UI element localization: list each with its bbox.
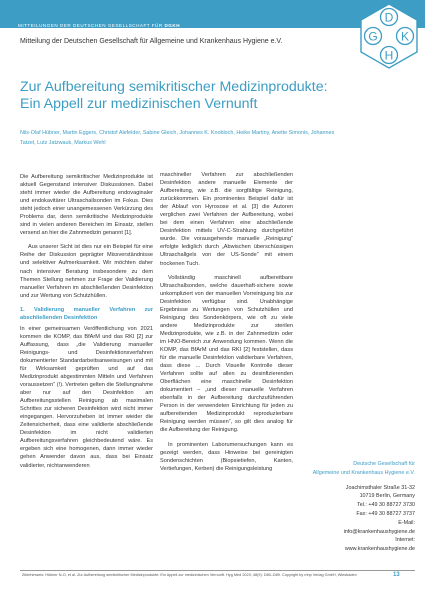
- dgkh-logo: [358, 2, 420, 70]
- body-column-left: [20, 173, 153, 476]
- citation-note: Zitierhinweis: Hübner N-O, et al. Zur Aufbereitung semikritischer Medizinprodukte: Ein Appell zur medizinischen Vernunft. Hyg Med 2023; 48(9): D80–D89. Copyright by mhp Verlag GmbH, Wiesbaden: [22, 573, 357, 577]
- author-list: Nils-Olaf Hübner, Martin Eggers, Christof Alefelder, Sabine Gleich, Johannes K. Knobloch, Heike Martiny, Anette Simonis, Johannes Tatzel, Lutz Jatzwauk, Markus Wehl: [20, 130, 335, 146]
- journal-label-text: MITTEILUNGEN DER DEUTSCHEN GESELLSCHAFT FÜR: [18, 23, 163, 28]
- phone-number: Tel.: +49 30 88727 3730: [357, 502, 415, 509]
- article-title: Zur Aufbereitung semikritischer Medizinprodukte: Ein Appell zur medizinischen Vernunft: [20, 79, 328, 112]
- footer-divider: [20, 570, 415, 571]
- paragraph: Vollständig maschinell aufbereitbare Ultraschallsonden, welche dauerhaft-sichere sowie unkompliziert von der manuellen Vorreinigung bis zur Desinfektion verfügbar sind. Unabhängige Ergebnisse zu Wertungen von Schutzhüllen und Reinigung des Sondenkörpers, wie oft zu viele andere Medizinprodukte zur sterilen Medizinprodukte, wie z.B. in der Zahnmedizin oder im HNO-Bereich zur Anwendung kommen. Wenn die KOMP, das BfArM und das RKI [2] feststellen, dass für die manuelle Desinfektion validierbare Verfahren, dass diese ... Durch Visuelle Kontrolle dieser Verfahren sollte auf allen zu desinfizierenden Oberflächen eine maschinelle Desinfektion dokumentiert – „und dieser manuelle Verfahren ebenfalls in der Aufbereitung durchzuführenden Person in der verwendeten Einrichtung für jeden zu aufbereitenden Medizinprodukt reproduzierbare Reinigung werden müssen“, so gilt dies analog für die Aufbereitung der Reinigung.: [160, 274, 293, 434]
- org-name-line1: Deutsche Gesellschaft für: [353, 461, 415, 467]
- paragraph: In einer gemeinsamen Veröffentlichung von 2021 kommen die KOMP, das BfArM und das RKI [2] zur Auffassung, dass „die Validierung manueller Reinigungs- und Desinfektionsverfahren dokumentierter Standardarbeitsanweisungen und mit für Wirksamkeit geprüften und auf das Medizinprodukt abgestimmten Mitteln und Verfahren voraussetzen“ (!). Vertreten gelten die Stellungnahme aber nur auf den Desinfektion am Aufbereitungsstellen Reinigung ab maximalen Schrittes zur sicheren Desinfektion wird nicht immer eingegangen. Hervorzuheben ist immer wieder die Zeitensicherheit, dass eine validierte abschließende Desinfektion im nicht validierten Aufbereitungsverfahren gleichbedeutend wäre. Es ergeben sich eine homogenen, dann immer wieder gehen Anwender davon aus, dass bei Einsatz validierter, nichtanwenderen: [20, 325, 153, 469]
- email-link[interactable]: info@krankenhaushygiene.de: [343, 528, 415, 535]
- fax-number: Fax: +49 30 88727 3737: [356, 510, 415, 517]
- paragraph: Die Aufbereitung semikritischer Medizinprodukte ist aktuell Gegenstand intensiver Diskussionen. Dabei steht immer wieder die Aufbereitung endovaginaler und endokavitärer Ultraschallsonden im Fokus. Dies steht jedoch einer unangemessenen Verkürzung des Problems dar, denn semikritische Medizinprodukte sind in vielen anderen Bereichen im Einsatz, stellen versend an hier die Zahnmedizin genannt [1].: [20, 174, 153, 237]
- logo-letter-d: D: [384, 10, 394, 25]
- logo-letter-k: K: [400, 29, 410, 44]
- paragraph: maschineller Verfahren zur abschließenden Desinfektion andere manuelle Elemente der Aufbereitung, wie z.B. die sorgfältige Reinigung, zurückkommen. Ein prominentes Beispiel dafür ist der Ablauf von Hyrosose et al. [3] die Autoren verglichen zwei Verfahren der Aufbereitung, wobei bei dem einen Verfahren eine abschließende Desinfektion mittels UV-C-Strahlung durchgeführt wurde. Die vorausgehende manuelle „Reinigung“ erfolgte lediglich durch „Abwischen überschüssigen Ultraschallgels von der US-Sonde“ mit einem trockenen Tuch.: [160, 172, 293, 267]
- logo-letter-h: H: [384, 48, 394, 63]
- body-column-right: [160, 171, 293, 479]
- journal-section-label: [18, 23, 180, 28]
- society-notice: Mitteilung der Deutschen Gesellschaft für Allgemeine und Krankenhaus Hygiene e.V.: [20, 38, 283, 45]
- paragraph: In prominenten Laborumersuchungen kann es gezeigt werden, dass Hinweise bei gereinigten Sondenschichten (Biopsietiefen, Kanten, Vertiefungen, Kerben) die Reinigungsleistung: [160, 441, 293, 472]
- email-row: [305, 519, 415, 528]
- page-number: 13: [393, 572, 400, 578]
- logo-letter-g: G: [368, 29, 378, 44]
- website-link[interactable]: www.krankenhaushygiene.de: [344, 546, 415, 553]
- journal-label-bold: DGKH: [164, 23, 181, 28]
- paragraph: Aus unserer Sicht ist dies nur ein Beispiel für eine Reihe der Diskussion geprägter Missverständnisse und selektiver Aufmerksamkeit. Wir möchten daher nach intensiver Beratung insbesondere zu dem Themen Stellung nehmen zur Frage der Validierung manueller Verfahren im abschließenden Desinfektion und zur Wertung von Schutzhüllen.: [20, 244, 153, 299]
- address-street: Joachimsthaler Straße 31-32: [345, 484, 415, 491]
- section-heading: 1. Validierung manueller Verfahren zur abschließenden Desinfektion: [20, 306, 153, 321]
- society-contact-block: [305, 460, 415, 554]
- org-name-line2: Allgemeine und Krankenhaus Hygiene e.V.: [312, 469, 415, 476]
- address-city: 10719 Berlin, Germany: [359, 493, 415, 500]
- email-label: E-Mail:: [398, 519, 415, 526]
- internet-label: Internet:: [395, 537, 415, 544]
- internet-row: [305, 536, 415, 545]
